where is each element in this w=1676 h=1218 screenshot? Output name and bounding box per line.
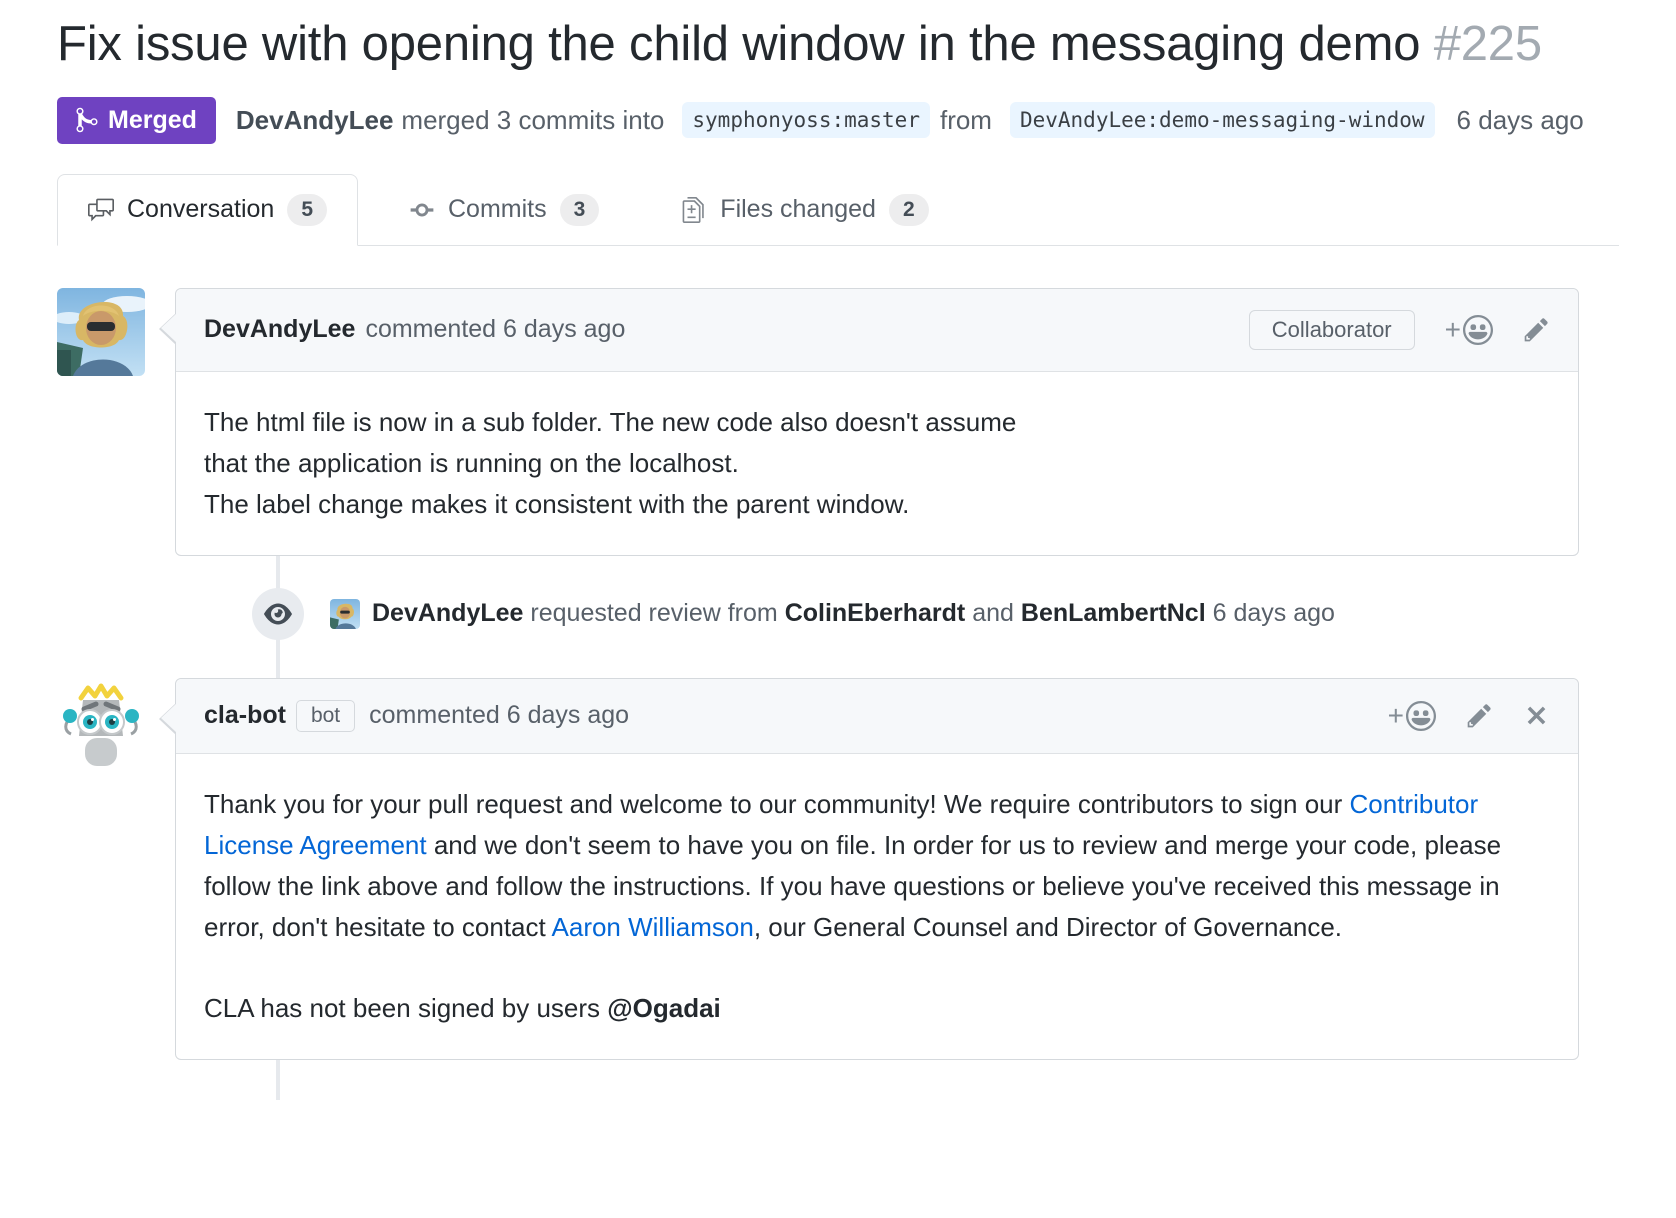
- base-branch-ref[interactable]: symphonyoss:master: [682, 102, 930, 138]
- eye-icon: [264, 600, 292, 628]
- issue-number: #225: [1433, 17, 1542, 71]
- clabot-paragraph-2: [204, 988, 1550, 1029]
- comment-devandylee-body: [176, 372, 1578, 555]
- comment-devandylee-box: [175, 288, 1579, 556]
- comment-clabot-header: [176, 679, 1578, 754]
- merge-status-row: [57, 97, 1619, 144]
- reviewer-link-benlambertncl[interactable]: BenLambertNcl: [1020, 599, 1206, 628]
- merge-author-link[interactable]: DevAndyLee: [235, 104, 394, 135]
- add-reaction-button[interactable]: [1445, 315, 1493, 345]
- comment-devandylee: [57, 288, 1579, 556]
- avatar-devandylee[interactable]: [57, 288, 145, 376]
- edit-comment-button[interactable]: [1523, 316, 1550, 343]
- tab-files-changed-counter: 2: [889, 194, 929, 226]
- reviewer-link-colineberhardt[interactable]: ColinEberhardt: [784, 599, 966, 628]
- clabot-text: and we don't seem to have you on file. In order for us to review and merge your code, please follow the link above and follow the instructions. If you have questions or believe you've received this message in error, don't hesitate to contact: [204, 829, 1502, 943]
- comment-devandylee-header: [176, 289, 1578, 372]
- clabot-robot-image: [57, 678, 145, 766]
- devandylee-photo: [57, 288, 145, 376]
- tab-files-changed-label: Files changed: [720, 195, 876, 224]
- clabot-time-text: 6 days ago: [506, 701, 630, 730]
- file-diff-icon: [681, 197, 707, 223]
- tab-commits-label: Commits: [448, 195, 547, 224]
- event-avatar-devandylee[interactable]: [330, 599, 360, 629]
- comment-timestamp-link[interactable]: [365, 315, 625, 344]
- tab-files-changed[interactable]: [650, 174, 959, 246]
- pencil-icon: [1523, 316, 1550, 343]
- tab-conversation-label: Conversation: [127, 195, 275, 224]
- clabot-text: Thank you for your pull request and welcome to our community! We require contributors to sign our: [204, 788, 1350, 819]
- comment-clabot-box: [175, 678, 1579, 1060]
- event-badge-circle: [252, 588, 304, 640]
- git-merge-icon: [76, 106, 98, 134]
- clabot-text: CLA has not been signed by users: [204, 993, 608, 1024]
- pr-timeline: [57, 288, 1619, 1101]
- comment-author-link[interactable]: DevAndyLee: [204, 315, 356, 344]
- comment-body-line: The label change makes it consistent with the parent window.: [204, 488, 910, 519]
- comment-discussion-icon: [88, 197, 114, 223]
- comment-action-text: commented: [365, 315, 497, 344]
- cla-agreement-link[interactable]: Contributor License Agreement: [204, 788, 1479, 860]
- ogadai-mention-link[interactable]: @Ogadai: [607, 993, 721, 1024]
- clabot-author-link[interactable]: cla-bot: [204, 701, 286, 730]
- pr-tab-bar: [57, 174, 1619, 246]
- avatar-clabot[interactable]: [57, 678, 145, 766]
- git-commit-icon: [409, 197, 435, 223]
- page-title: [57, 12, 1557, 77]
- clabot-timestamp-link[interactable]: [369, 701, 629, 730]
- add-reaction-button[interactable]: [1388, 701, 1436, 731]
- merge-timestamp: 6 days ago: [1456, 104, 1584, 135]
- comment-clabot-body: [176, 754, 1578, 1059]
- smiley-icon: [1406, 701, 1436, 731]
- tab-commits[interactable]: [378, 174, 630, 246]
- smiley-icon: [1463, 315, 1493, 345]
- review-requested-text: [372, 599, 1335, 628]
- bot-badge: bot: [296, 700, 355, 732]
- plus-glyph: +: [1387, 699, 1404, 731]
- clabot-header-actions: [1388, 701, 1550, 731]
- collaborator-badge: Collaborator: [1249, 310, 1415, 350]
- event-action-text: requested review from: [530, 599, 778, 628]
- comment-body-line: that the application is running on the localhost.: [204, 447, 739, 478]
- clabot-text: , our General Counsel and Director of Governance.: [753, 912, 1343, 943]
- merge-from-text: from: [939, 104, 992, 135]
- clabot-action-text: commented: [369, 701, 500, 730]
- event-conjunction: and: [972, 599, 1014, 628]
- merged-state-label: Merged: [108, 105, 197, 134]
- comment-time-text: 6 days ago: [503, 315, 626, 344]
- aaron-williamson-link[interactable]: Aaron Williamson: [551, 912, 754, 943]
- comment-body-line: The html file is now in a sub folder. The new code also doesn't assume: [204, 406, 1017, 437]
- merged-state-badge: [57, 97, 216, 144]
- tab-conversation[interactable]: [57, 174, 358, 246]
- event-actor-link[interactable]: DevAndyLee: [372, 599, 524, 628]
- pr-title-text: Fix issue with opening the child window in the messaging demo: [57, 17, 1421, 71]
- pencil-icon: [1466, 702, 1493, 729]
- clabot-paragraph-1: [204, 784, 1550, 948]
- x-icon: [1523, 702, 1550, 729]
- tab-commits-counter: 3: [560, 194, 600, 226]
- review-requested-event: [57, 588, 1579, 640]
- head-branch-ref[interactable]: DevAndyLee:demo-messaging-window: [1010, 102, 1435, 138]
- tab-conversation-counter: 5: [287, 194, 327, 226]
- devandylee-photo-small: [330, 599, 360, 629]
- merge-action-text: merged 3 commits into: [401, 104, 665, 135]
- plus-glyph: +: [1444, 313, 1461, 345]
- comment-header-actions: [1249, 310, 1550, 350]
- edit-comment-button[interactable]: [1466, 702, 1493, 729]
- comment-clabot: [57, 678, 1579, 1060]
- event-timestamp: 6 days ago: [1212, 599, 1335, 628]
- hide-comment-button[interactable]: [1523, 702, 1550, 729]
